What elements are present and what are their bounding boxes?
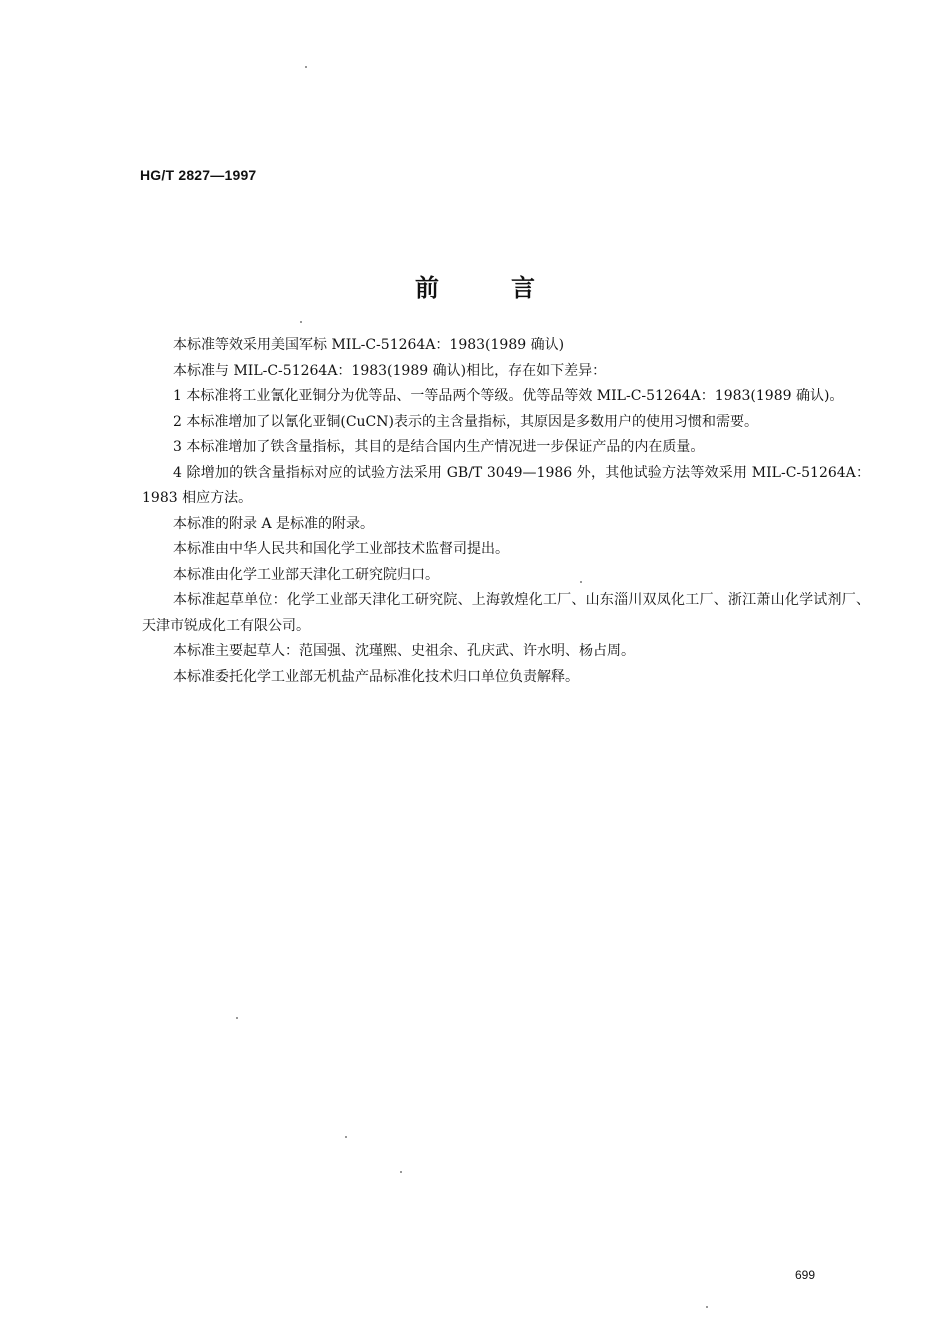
paragraph-difference-2: 2 本标准增加了以氰化亚铜(CuCN)表示的主含量指标，其原因是多数用户的使用习惯和需要。	[173, 413, 758, 430]
scan-speck	[400, 1171, 402, 1173]
paragraph-proposer: 本标准由中华人民共和国化学工业部技术监督司提出。	[173, 541, 509, 557]
paragraph-adoption: 本标准等效采用美国军标 MIL-C-51264A：1983(1989 确认)	[173, 337, 565, 353]
scan-speck	[305, 66, 307, 68]
paragraph-drafting-units: 本标准起草单位：化学工业部天津化工研究院、上海敦煌化工厂、山东淄川双凤化工厂、浙江萧山化学试剂厂、天津市锐成化工有限公司。	[142, 592, 870, 634]
paragraph-appendix: 本标准的附录 A 是标准的附录。	[173, 515, 375, 532]
paragraph-interpretation: 本标准委托化学工业部无机盐产品标准化技术归口单位负责解释。	[173, 668, 579, 685]
paragraph-drafters: 本标准主要起草人：范国强、沈瑾熙、史祖余、孔庆武、许水明、杨占周。	[173, 643, 635, 659]
paragraph-difference-1: 1 本标准将工业氰化亚铜分为优等品、一等品两个等级。优等品等效 MIL-C-51264A：1983(1989 确认)。	[173, 388, 844, 404]
scan-speck	[236, 1017, 238, 1019]
scan-speck	[580, 581, 582, 583]
page-number: 699	[795, 1268, 816, 1282]
standard-number: HG/T 2827—1997	[140, 167, 257, 183]
scan-speck	[345, 1136, 347, 1138]
scan-speck	[300, 321, 302, 323]
foreword-body	[142, 333, 870, 690]
paragraph-difference-4: 4 除增加的铁含量指标对应的试验方法采用 GB/T 3049—1986 外，其他试验方法等效采用 MIL-C-51264A：1983 相应方法。	[142, 464, 870, 506]
scan-speck	[706, 1306, 708, 1308]
paragraph-differences-intro: 本标准与 MIL-C-51264A：1983(1989 确认)相比，存在如下差异：	[173, 362, 607, 379]
paragraph-centralized: 本标准由化学工业部天津化工研究院归口。	[173, 566, 439, 583]
page-title: 前言	[415, 274, 607, 302]
paragraph-difference-3: 3 本标准增加了铁含量指标，其目的是结合国内生产情况进一步保证产品的内在质量。	[173, 439, 705, 455]
